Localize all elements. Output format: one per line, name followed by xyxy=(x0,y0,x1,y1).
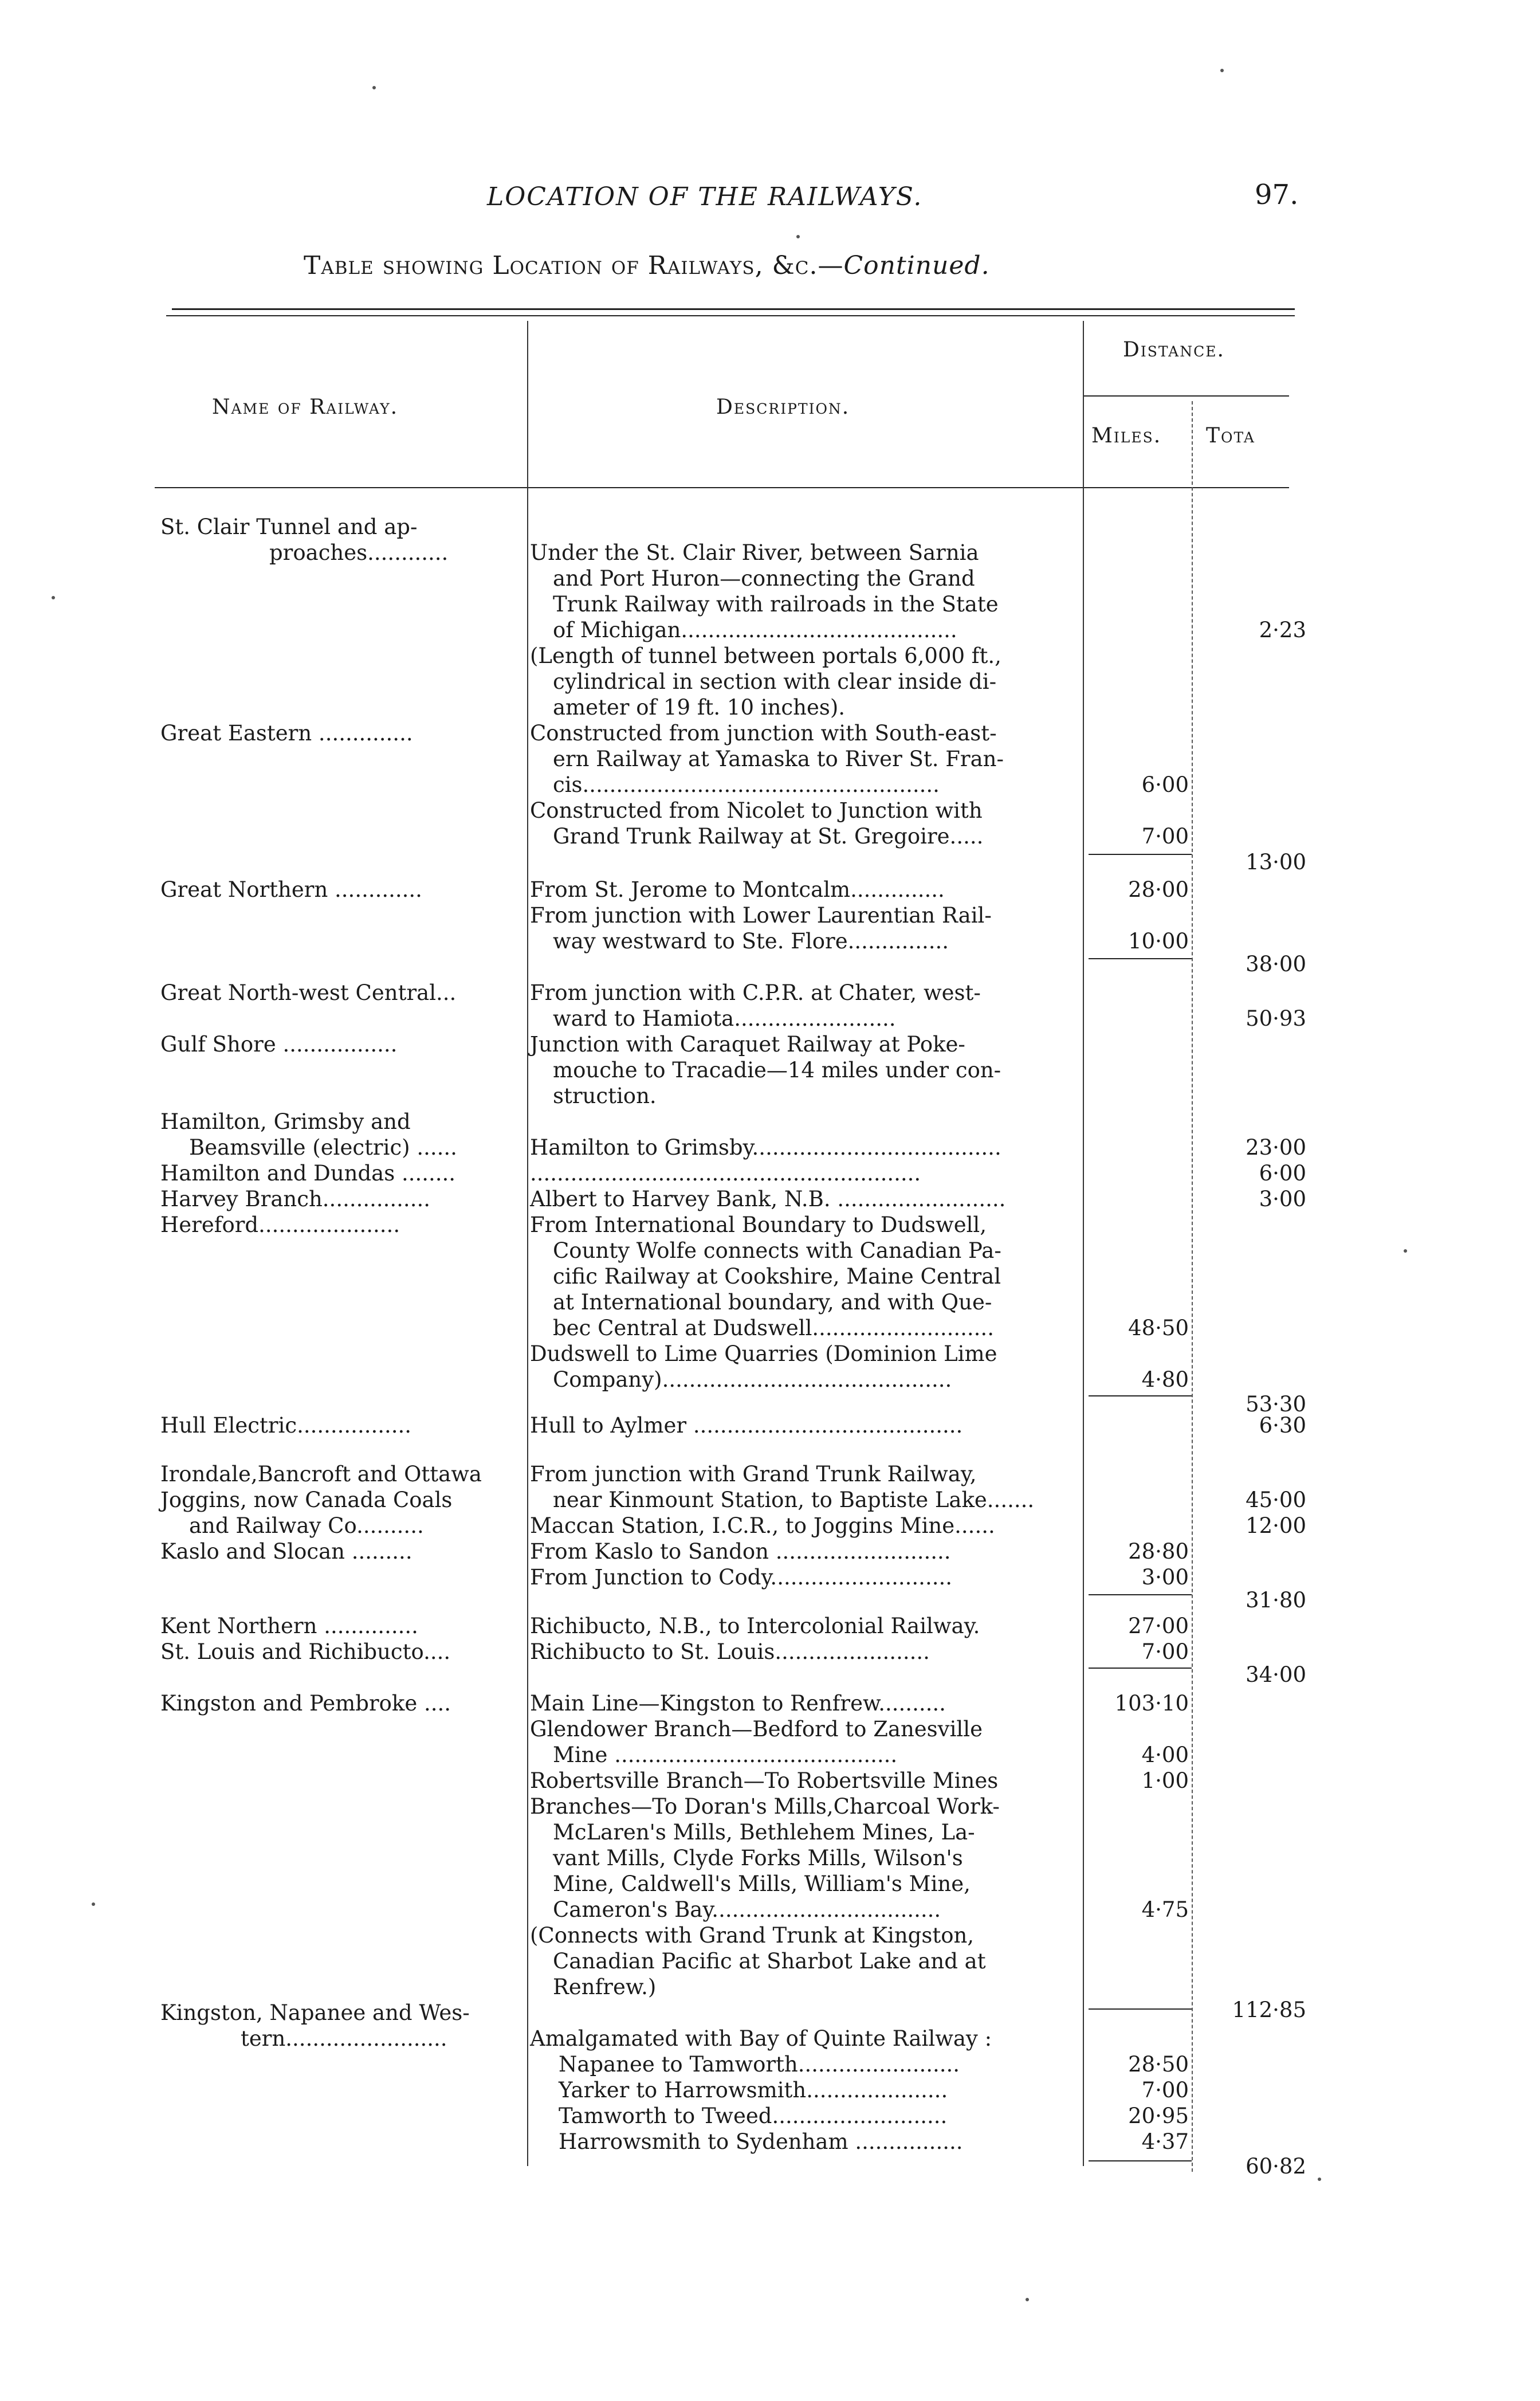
subtotal-rule xyxy=(1089,854,1192,855)
table-title-continued: Continued. xyxy=(843,251,990,280)
railway-name: St. Louis and Richibucto.... xyxy=(160,1639,451,1664)
total-value: 53·30 xyxy=(1246,1392,1306,1417)
description-line: .......................................................... xyxy=(530,1161,921,1186)
railway-name: Beamsville (electric) ...... xyxy=(189,1135,457,1160)
railway-name: Kaslo and Slocan ......... xyxy=(160,1539,412,1564)
railway-name: proaches............ xyxy=(269,540,449,565)
description-line: Constructed from junction with South-east- xyxy=(530,721,997,746)
col-divider-1 xyxy=(527,321,528,2166)
col-header-distance: Distance. xyxy=(1123,338,1225,362)
description-line: Trunk Railway with railroads in the State xyxy=(553,592,999,617)
description-line: Junction with Caraquet Railway at Poke- xyxy=(530,1032,965,1057)
miles-value: 48·50 xyxy=(1128,1316,1189,1340)
col-header-description: Description. xyxy=(716,395,850,419)
miles-value: 4·75 xyxy=(1141,1897,1189,1922)
railway-name: Harvey Branch................ xyxy=(160,1187,430,1211)
total-value: 3·00 xyxy=(1259,1187,1306,1211)
railway-name: Great Northern ............. xyxy=(160,877,422,902)
total-value: 13·00 xyxy=(1246,850,1306,874)
miles-value: 10·00 xyxy=(1128,929,1189,954)
description-line: cis..................................................... xyxy=(553,772,940,797)
railway-name: Hereford..................... xyxy=(160,1213,400,1237)
railway-name: Great Eastern .............. xyxy=(160,721,413,746)
description-line: Harrowsmith to Sydenham ................ xyxy=(559,2129,963,2154)
description-line: vant Mills, Clyde Forks Mills, Wilson's xyxy=(553,1846,963,1870)
description-line: at International boundary, and with Que- xyxy=(553,1290,992,1315)
railway-name: Gulf Shore ................. xyxy=(160,1032,398,1057)
miles-value: 27·00 xyxy=(1128,1614,1189,1638)
total-value: 60·82 xyxy=(1246,2154,1306,2179)
description-line: Constructed from Nicolet to Junction with xyxy=(530,798,983,823)
railway-name: Kingston, Napanee and Wes- xyxy=(160,2000,470,2025)
description-line: Tamworth to Tweed.......................... xyxy=(559,2104,948,2128)
table-title-main: Table showing Location of Railways, &c.— xyxy=(304,251,844,280)
description-line: of Michigan......................................... xyxy=(553,618,957,642)
total-value: 50·93 xyxy=(1246,1006,1306,1031)
table-title xyxy=(304,251,990,280)
running-title: LOCATION OF THE RAILWAYS. xyxy=(487,182,923,211)
railway-name: Hamilton, Grimsby and xyxy=(160,1109,411,1134)
col-divider-3 xyxy=(1192,401,1193,2172)
description-line: mouche to Tracadie—14 miles under con- xyxy=(553,1058,1001,1082)
miles-value: 4·37 xyxy=(1141,2129,1189,2154)
railway-name: Great North-west Central... xyxy=(160,980,457,1005)
col-header-total: Tota xyxy=(1206,424,1255,448)
miles-value: 28·00 xyxy=(1128,877,1189,902)
total-value: 6·30 xyxy=(1259,1413,1306,1438)
total-value: 2·23 xyxy=(1259,618,1306,642)
miles-value: 103·10 xyxy=(1114,1691,1189,1716)
description-line: Mine .......................................... xyxy=(553,1743,898,1767)
miles-value: 20·95 xyxy=(1128,2104,1189,2128)
description-line: From junction with Grand Trunk Railway, xyxy=(530,1462,977,1486)
description-line: bec Central at Dudswell........................... xyxy=(553,1316,994,1340)
description-line: Mine, Caldwell's Mills, William's Mine, xyxy=(553,1872,971,1896)
description-line: Napanee to Tamworth........................ xyxy=(559,2052,960,2077)
railway-name: and Railway Co.......... xyxy=(189,1513,424,1538)
total-value: 45·00 xyxy=(1246,1488,1306,1512)
description-line: (Connects with Grand Trunk at Kingston, xyxy=(530,1923,975,1948)
railway-name: Irondale,Bancroft and Ottawa xyxy=(160,1462,482,1486)
distance-rule xyxy=(1083,395,1289,397)
miles-value: 6·00 xyxy=(1141,772,1189,797)
railway-name: tern........................ xyxy=(241,2026,447,2051)
description-line: Robertsville Branch—To Robertsville Mines xyxy=(530,1768,999,1793)
description-line: ameter of 19 ft. 10 inches). xyxy=(553,695,846,720)
description-line: Cameron's Bay.................................. xyxy=(553,1897,941,1922)
total-value: 31·80 xyxy=(1246,1588,1306,1613)
description-line: Hull to Aylmer ........................................ xyxy=(530,1413,963,1438)
description-line: County Wolfe connects with Canadian Pa- xyxy=(553,1238,1001,1263)
miles-value: 4·00 xyxy=(1141,1743,1189,1767)
description-line: Dudswell to Lime Quarries (Dominion Lime xyxy=(530,1341,997,1366)
scan-speck xyxy=(1318,2178,1321,2181)
total-value: 38·00 xyxy=(1246,952,1306,976)
col-header-name: Name of Railway. xyxy=(212,395,399,419)
subtotal-rule xyxy=(1089,1594,1192,1595)
subtotal-rule xyxy=(1089,958,1192,959)
total-value: 12·00 xyxy=(1246,1513,1306,1538)
description-line: cylindrical in section with clear inside di- xyxy=(553,669,997,694)
description-line: near Kinmount Station, to Baptiste Lake....... xyxy=(553,1488,1035,1512)
description-line: Yarker to Harrowsmith..................... xyxy=(559,2078,948,2102)
scan-speck xyxy=(52,596,55,599)
railway-name: Hamilton and Dundas ........ xyxy=(160,1161,456,1186)
railway-name: St. Clair Tunnel and ap- xyxy=(160,515,418,539)
scan-speck xyxy=(1220,69,1224,72)
description-line: Company)........................................... xyxy=(553,1367,952,1392)
scan-speck xyxy=(796,235,800,238)
scan-speck xyxy=(92,1902,95,1906)
total-value: 23·00 xyxy=(1246,1135,1306,1160)
railway-name: Hull Electric................. xyxy=(160,1413,412,1438)
description-line: cific Railway at Cookshire, Maine Central xyxy=(553,1264,1001,1289)
description-line: From junction with Lower Laurentian Rail- xyxy=(530,903,992,928)
railway-name: Joggins, now Canada Coals xyxy=(160,1488,453,1512)
miles-value: 4·80 xyxy=(1141,1367,1189,1392)
subtotal-rule xyxy=(1089,2160,1192,2161)
total-value: 34·00 xyxy=(1246,1662,1306,1687)
description-line: (Length of tunnel between portals 6,000 ft., xyxy=(530,644,1001,668)
railway-name: Kingston and Pembroke .... xyxy=(160,1691,451,1716)
miles-value: 28·80 xyxy=(1128,1539,1189,1564)
description-line: Glendower Branch—Bedford to Zanesville xyxy=(530,1717,983,1741)
description-line: Renfrew.) xyxy=(553,1975,657,1999)
miles-value: 3·00 xyxy=(1141,1565,1189,1590)
description-line: Maccan Station, I.C.R., to Joggins Mine...... xyxy=(530,1513,995,1538)
total-value: 112·85 xyxy=(1232,1998,1306,2022)
table-top-rule xyxy=(172,308,1295,310)
scan-speck xyxy=(1404,1249,1407,1253)
header-bottom-rule xyxy=(155,487,1289,488)
description-line: Canadian Pacific at Sharbot Lake and at xyxy=(553,1949,986,1974)
subtotal-rule xyxy=(1089,1395,1192,1396)
description-line: Under the St. Clair River, between Sarnia xyxy=(530,540,979,565)
description-line: Albert to Harvey Bank, N.B. ......................... xyxy=(530,1187,1006,1211)
description-line: ward to Hamiota........................ xyxy=(553,1006,896,1031)
description-line: From International Boundary to Dudswell, xyxy=(530,1213,987,1237)
miles-value: 7·00 xyxy=(1141,1639,1189,1664)
description-line: struction. xyxy=(553,1084,657,1108)
description-line: From St. Jerome to Montcalm.............. xyxy=(530,877,945,902)
description-line: way westward to Ste. Flore............... xyxy=(553,929,949,954)
scan-speck xyxy=(372,86,376,89)
miles-value: 7·00 xyxy=(1141,2078,1189,2102)
subtotal-rule xyxy=(1089,1668,1192,1669)
description-line: Grand Trunk Railway at St. Gregoire..... xyxy=(553,824,984,849)
railway-name: Kent Northern .............. xyxy=(160,1614,418,1638)
description-line: From Junction to Cody........................... xyxy=(530,1565,952,1590)
description-line: Main Line—Kingston to Renfrew.......... xyxy=(530,1691,946,1716)
description-line: From Kaslo to Sandon .......................... xyxy=(530,1539,951,1564)
description-line: Richibucto, N.B., to Intercolonial Railway. xyxy=(530,1614,980,1638)
col-header-miles: Miles. xyxy=(1091,424,1162,448)
subtotal-rule xyxy=(1089,2008,1192,2010)
page-number: 97. xyxy=(1255,179,1299,211)
description-line: From junction with C.P.R. at Chater, west- xyxy=(530,980,981,1005)
description-line: Amalgamated with Bay of Quinte Railway : xyxy=(530,2026,992,2051)
miles-value: 1·00 xyxy=(1141,1768,1189,1793)
miles-value: 28·50 xyxy=(1128,2052,1189,2077)
description-line: Hamilton to Grimsby..................................... xyxy=(530,1135,1001,1160)
table-top-rule-2 xyxy=(166,315,1295,316)
description-line: and Port Huron—connecting the Grand xyxy=(553,566,975,591)
description-line: Richibucto to St. Louis....................... xyxy=(530,1639,930,1664)
description-line: Branches—To Doran's Mills,Charcoal Work- xyxy=(530,1794,1000,1819)
description-line: McLaren's Mills, Bethlehem Mines, La- xyxy=(553,1820,975,1845)
scan-speck xyxy=(1026,2298,1029,2301)
miles-value: 7·00 xyxy=(1141,824,1189,849)
total-value: 6·00 xyxy=(1259,1161,1306,1186)
description-line: ern Railway at Yamaska to River St. Fran- xyxy=(553,747,1004,771)
